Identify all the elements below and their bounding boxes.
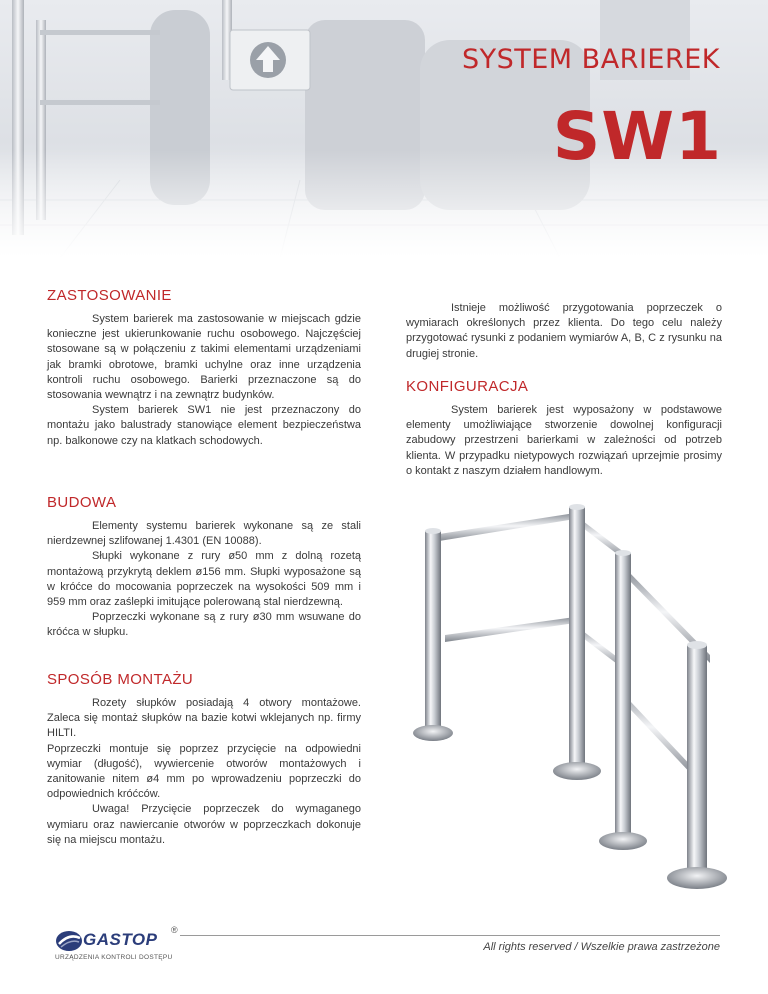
paragraph: System barierek ma zastosowanie w miejscach gdzie konieczne jest ukierunkowanie ruchu osobowego. Najczęściej stosowane są w połączeniu z takimi elementami urządzeniami jak bramki obrotowe, bramki uchylne oraz inne urządzenia kontroli ruchu osobowego. Barierki przeznaczone są do stosowania wewnątrz i na zewnątrz budynków. [47, 313, 361, 402]
paragraph: Poprzeczki montuje się poprzez przycięcie na odpowiedni wymiar (długość), wywiercenie otworów montażowych i zanitowanie nitem ø4 mm po wprowadzeniu poprzeczki do odpowiednich króćców. [47, 742, 361, 801]
paragraph: Słupki wykonane z rury ø50 mm z dolną rozetą montażową przykrytą deklem ø156 mm. Słupki wyposażone są w króćce do mocowania poprzeczek na wysokości 509 mm i 959 mm oraz zaślepki imitujące polerowaną stal nierdzewną. [47, 550, 361, 609]
section-heading: BUDOWA [47, 494, 117, 511]
logo-emblem-icon [55, 929, 83, 953]
logo-tagline: URZĄDZENIA KONTROLI DOSTĘPU [55, 954, 173, 961]
paragraph: Uwaga! Przycięcie poprzeczek do wymaganego wymiaru oraz nawiercanie otworów w poprzeczkach dokonuje się na miejscu montażu. [47, 803, 361, 846]
registered-mark: ® [171, 925, 178, 935]
section-heading: KONFIGURACJA [406, 378, 529, 395]
gastop-logo [55, 927, 185, 967]
section-konfiguracja [406, 378, 722, 479]
barrier-product-image [405, 495, 735, 910]
section-heading: SPOSÓB MONTAŻU [47, 671, 194, 688]
section-montaz [47, 671, 361, 848]
section-heading: ZASTOSOWANIE [47, 287, 172, 304]
paragraph: Poprzeczki wykonane są z rury ø30 mm wsuwane do króćca w słupku. [47, 611, 361, 639]
section-budowa [47, 494, 361, 641]
model-name: SW1 [552, 98, 722, 175]
hero-photo [0, 0, 768, 258]
copyright-notice: All rights reserved / Wszelkie prawa zastrzeżone [483, 941, 720, 953]
section-zastosowanie [47, 287, 361, 449]
paragraph: Rozety słupków posiadają 4 otwory montażowe. Zaleca się montaż słupków na bazie kotwi wklejanych np. firmy HILTI. [47, 697, 361, 740]
footer-divider [180, 935, 720, 936]
section-intro-right [406, 301, 722, 362]
paragraph: System barierek jest wyposażony w podstawowe elementy umożliwiające stworzenie dowolnej konfiguracji zabudowy przestrzeni barierkami w zależności od potrzeb klienta. W przypadku nietypowych rozwiązań uprzejmie prosimy o kontakt z naszym działem handlowym. [406, 404, 722, 477]
paragraph: System barierek SW1 nie jest przeznaczony do montażu jako balustrady stanowiące element bezpieczeństwa np. balkonowe czy na klatkach schodowych. [47, 404, 361, 447]
logo-name: GASTOP [83, 930, 158, 949]
paragraph: Istnieje możliwość przygotowania poprzeczek o wymiarach określonych przez klienta. Do tego celu należy przygotować rysunki z podaniem wymiarów A, B, C z rysunku na drugiej stronie. [406, 302, 722, 360]
paragraph: Elementy systemu barierek wykonane są ze stali nierdzewnej szlifowanej 1.4301 (EN 10088). [47, 520, 361, 548]
page-title: SYSTEM BARIEREK [461, 44, 720, 75]
